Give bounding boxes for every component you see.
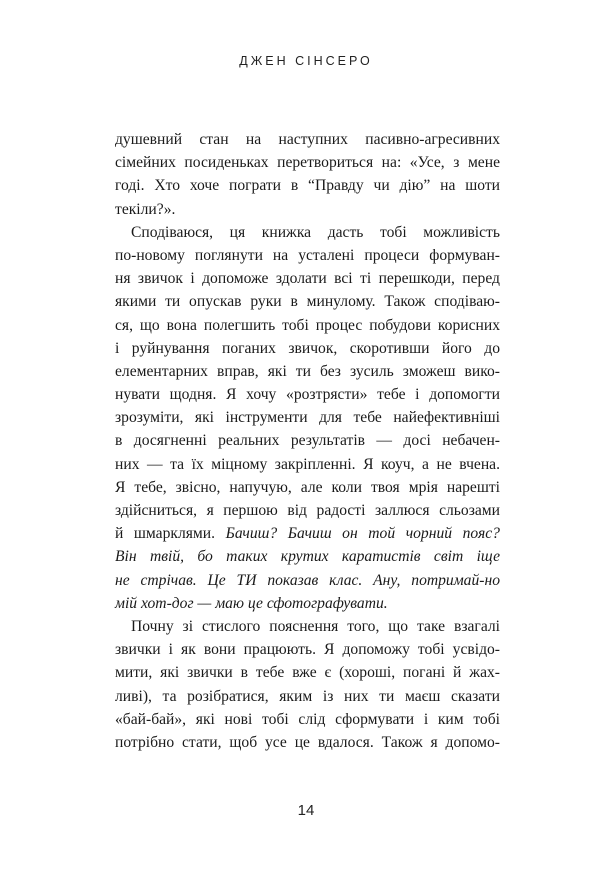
- italic-segment: Бачиш? Бачиш он той чорний пояс?: [225, 525, 500, 543]
- text-line: ся, що вона полегшить тобі процес побудови корисних: [115, 316, 500, 334]
- text-line: потрібно стати, щоб усе це вдалося. Також я допомо-: [115, 733, 500, 751]
- text-line: них — та їх міцному закріпленні. Я коуч, а не вчена.: [115, 455, 500, 473]
- text-line: годі. Хто хоче пограти в “Правду чи дію” на шоти: [115, 177, 500, 195]
- text-line: душевний стан на наступних пасивно-агресивних: [115, 131, 500, 148]
- text-line: Сподіваюся, ця книжка дасть тобі можливість: [131, 223, 500, 241]
- text-line: ня звичок і допоможе здолати всі ті перешкоди, перед: [115, 270, 500, 288]
- text-line: якими ти опускав руки в минулому. Також сподіваю-: [115, 293, 500, 311]
- text-line: ливі), та розібратися, яким із них ти маєш сказати: [115, 687, 500, 705]
- italic-line: Він твій, бо таких крутих каратистів світ іще: [115, 548, 500, 566]
- text-line: і руйнування поганих звичок, скоротивши його до: [115, 339, 500, 357]
- text-line: Я тебе, звісно, напучую, але коли твоя мрія нарешті: [115, 478, 500, 496]
- text-line: [115, 522, 500, 545]
- italic-line: не стрічав. Це ТИ показав клас. Ану, потримай-но: [115, 571, 500, 589]
- text-line: сімейних посиденьках перетвориться на: «Усе, з мене: [115, 154, 500, 172]
- text-line: мити, які звички в тебе вже є (хороші, погані й жах-: [115, 664, 500, 682]
- text-line: зрозуміти, які інструменти для тебе найефективніші: [115, 409, 500, 427]
- text-line: звички і як вони працюють. Я допоможу тобі усвідо-: [115, 641, 500, 659]
- text-line: елементарних вправ, які ти без зусиль зможеш вико-: [115, 362, 500, 380]
- italic-line: мій хот-дог — маю це сфотографувати.: [115, 594, 388, 612]
- text-line: по-новому поглянути на усталені процеси формуван-: [115, 246, 500, 264]
- text-line: «бай-бай», які нові тобі слід сформувати і ким тобі: [115, 710, 500, 728]
- running-header: ДЖЕН СІНСЕРО: [239, 54, 373, 68]
- text-segment: й шмарклями.: [115, 525, 216, 543]
- text-line: в досягненні реальних результатів — досі небачен-: [115, 432, 500, 450]
- body-text: [115, 128, 500, 754]
- text-line: Почну зі стислого пояснення того, що таке взагалі: [131, 617, 500, 635]
- text-line: нувати щодня. Я хочу «розтрясти» тебе і допомогти: [115, 386, 500, 404]
- text-line: здійсниться, я першою від радості заллюся сльозами: [115, 502, 500, 519]
- text-line: текіли?».: [115, 200, 176, 218]
- page-number: 14: [297, 802, 315, 819]
